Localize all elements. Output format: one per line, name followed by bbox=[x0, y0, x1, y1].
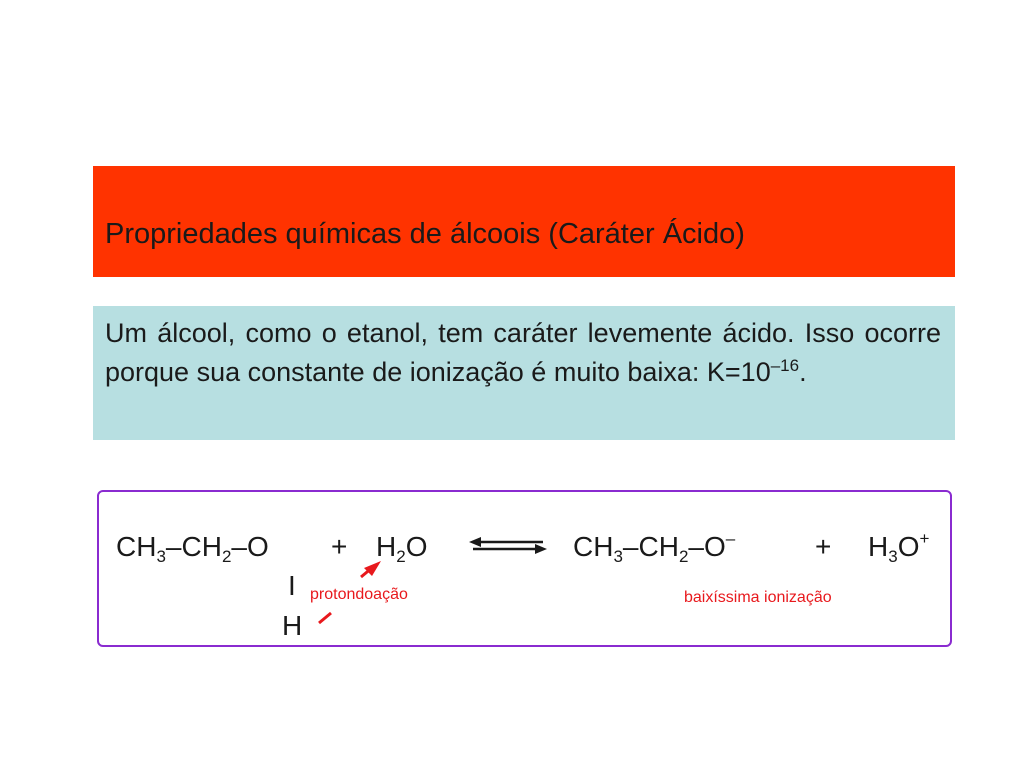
product-ethoxide-sub3: 3 bbox=[613, 547, 623, 566]
product-ethoxide bbox=[573, 529, 736, 566]
ionization-exponent: –16 bbox=[770, 356, 800, 375]
product-ethoxide-ch: CH bbox=[573, 531, 614, 562]
reaction-equation-box bbox=[97, 490, 952, 647]
equilibrium-arrows-icon bbox=[469, 536, 547, 556]
reactant-ethanol-ch: CH bbox=[116, 531, 157, 562]
low-ionization-label: baixíssima ionização bbox=[684, 589, 832, 606]
proton-arrow-tail bbox=[319, 613, 331, 623]
hydroxyl-hydrogen: H bbox=[282, 610, 303, 641]
explanation-box bbox=[93, 306, 955, 440]
explanation-period: . bbox=[799, 357, 807, 387]
slide-title: Propriedades químicas de álcoois (Caráter Ácido) bbox=[105, 218, 745, 250]
proton-transfer-arrow bbox=[99, 492, 399, 647]
reactant-ethanol-sub3: 3 bbox=[156, 547, 166, 566]
explanation-main: Um álcool, como o etanol, tem caráter levemente ácido. Isso ocorre porque sua constante de ionização é muito baixa: K=10 bbox=[105, 318, 941, 387]
reactant-ethanol-o: –O bbox=[231, 531, 269, 562]
product-hydronium-sub3: 3 bbox=[888, 547, 898, 566]
reactant-water-sub2: 2 bbox=[396, 547, 406, 566]
proton-donation-label: protondoação bbox=[310, 586, 408, 603]
plus-sign-2: + bbox=[815, 531, 832, 562]
reactant-water-o: O bbox=[405, 531, 428, 562]
slide-title-banner bbox=[93, 166, 955, 277]
reactant-water-h: H bbox=[376, 531, 397, 562]
plus-sign-1: + bbox=[331, 531, 348, 562]
explanation-text bbox=[105, 314, 941, 392]
product-ethoxide-charge: – bbox=[725, 529, 736, 548]
oh-bond: I bbox=[288, 570, 296, 601]
product-hydronium-charge: + bbox=[919, 529, 930, 548]
product-ethoxide-o: –O bbox=[688, 531, 726, 562]
product-ethoxide-ch2: –CH bbox=[622, 531, 679, 562]
product-hydronium-h: H bbox=[868, 531, 889, 562]
reactant-ethanol-ch2: –CH bbox=[165, 531, 222, 562]
product-hydronium-o: O bbox=[897, 531, 920, 562]
product-hydronium bbox=[868, 529, 930, 566]
reactant-ethanol-sub2: 2 bbox=[221, 547, 232, 566]
product-ethoxide-sub2: 2 bbox=[678, 547, 689, 566]
